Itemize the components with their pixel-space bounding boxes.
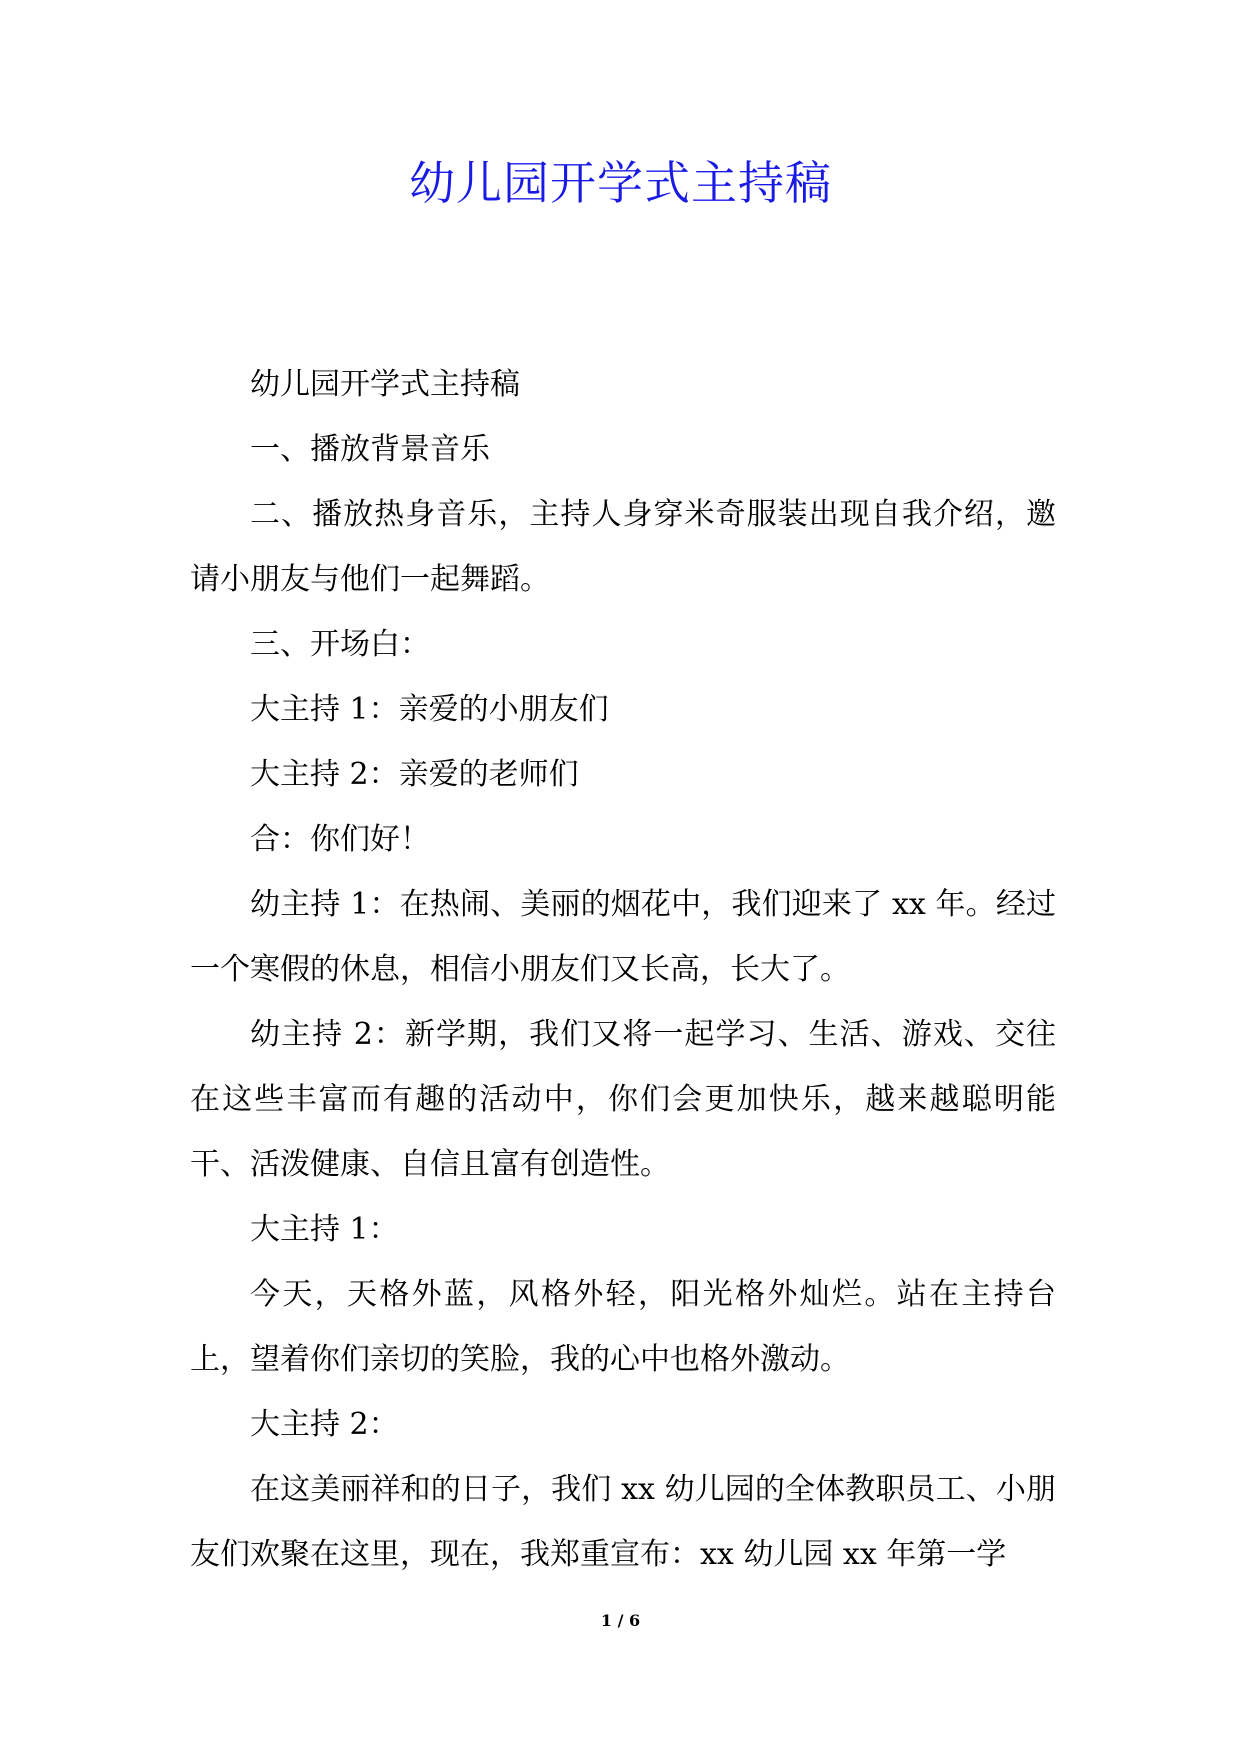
paragraph: 在这美丽祥和的日子，我们 xx 幼儿园的全体教职员工、小朋友们欢聚在这里，现在，我郑重宣布：xx 幼儿园 xx 年第一学 [190, 1472, 1056, 1572]
paragraph: 大主持 2：亲爱的老师们 [250, 757, 579, 792]
paragraph: 合：你们好！ [250, 822, 430, 857]
paragraph: 今天，天格外蓝，风格外轻，阳光格外灿烂。站在主持台上，望着你们亲切的笑脸，我的心中也格外激动。 [190, 1277, 1056, 1377]
paragraph: 幼主持 2：新学期，我们又将一起学习、生活、游戏、交往在这些丰富而有趣的活动中，你们会更加快乐，越来越聪明能干、活泼健康、自信且富有创造性。 [190, 1017, 1056, 1182]
page-number: 1 / 6 [600, 1611, 641, 1630]
paragraph: 大主持 1： [250, 1212, 399, 1247]
document-body [190, 352, 1056, 1587]
paragraph: 三、开场白： [250, 627, 430, 662]
document-title: 幼儿园开学式主持稿 [409, 156, 832, 210]
paragraph: 幼主持 1：在热闹、美丽的烟花中，我们迎来了 xx 年。经过一个寒假的休息，相信小朋友们又长高，长大了。 [190, 887, 1056, 987]
paragraph: 大主持 1：亲爱的小朋友们 [250, 692, 609, 727]
paragraph: 一、播放背景音乐 [250, 432, 490, 467]
paragraph: 幼儿园开学式主持稿 [250, 367, 520, 402]
paragraph: 大主持 2： [250, 1407, 399, 1442]
paragraph: 二、播放热身音乐，主持人身穿米奇服装出现自我介绍，邀请小朋友与他们一起舞蹈。 [190, 497, 1056, 597]
